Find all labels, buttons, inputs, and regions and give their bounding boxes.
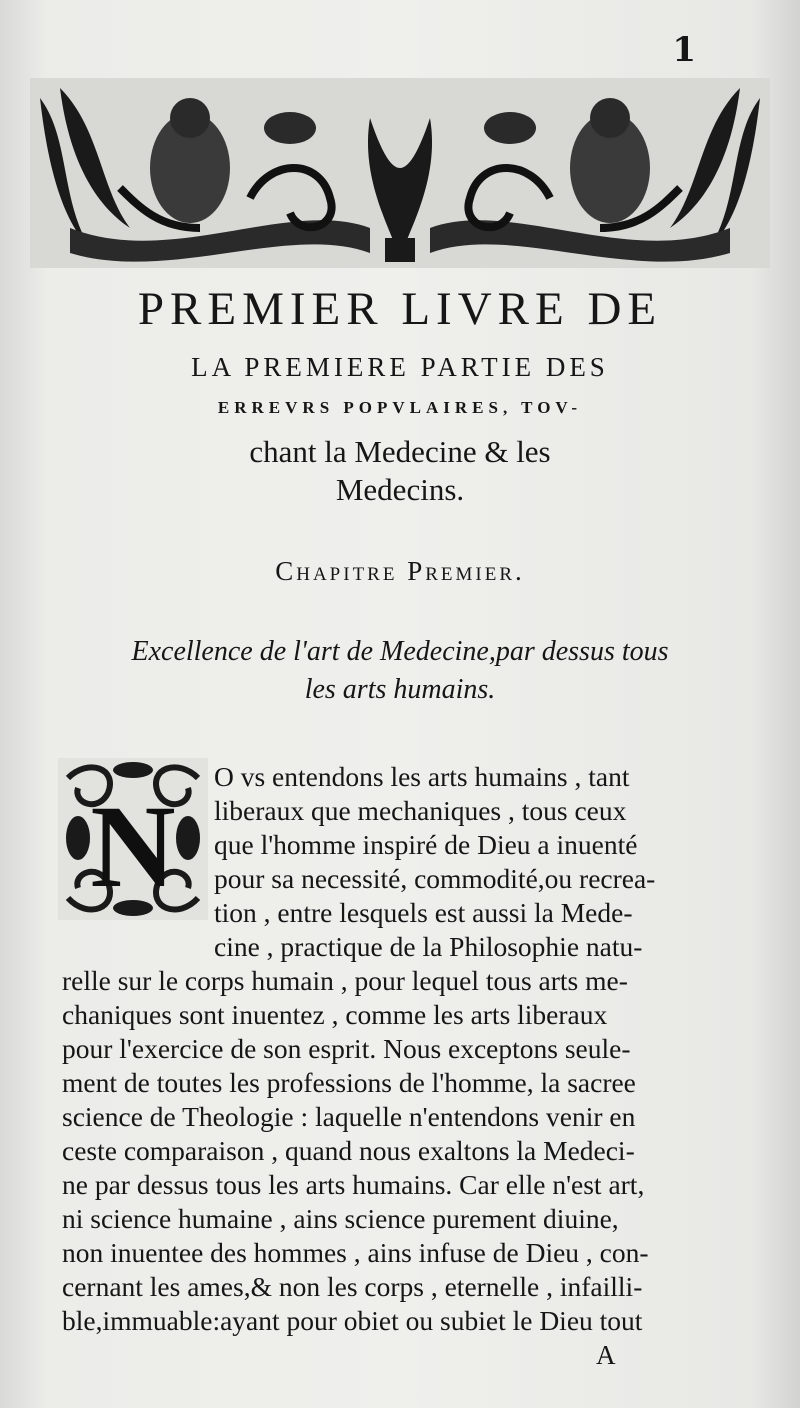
body-line-2: liberaux que mechaniques , tous ceux (214, 795, 627, 826)
body-line-13: ne par dessus tous les arts humains. Car elle n'est art, (62, 1169, 645, 1200)
body-line-15: non inuentee des hommes , ains infuse de Dieu , con- (62, 1237, 649, 1268)
chapter-subtitle-line-1: Excellence de l'art de Medecine,par dessus tous (131, 636, 669, 667)
title-line-3: ERREVRS POPVLAIRES, TOV- (217, 398, 583, 417)
body-line-12: ceste comparaison , quand nous exaltons la Medeci- (62, 1135, 635, 1166)
body-line-14: ni science humaine , ains science purement diuine, (62, 1203, 619, 1234)
drop-cap-letter: N (90, 781, 176, 912)
title-line-5: Medecins. (335, 472, 465, 507)
chapter-subtitle-line-2: les arts humains. (304, 674, 496, 705)
body-line-8: chaniques sont inuentez , comme les arts liberaux (62, 999, 608, 1030)
headpiece-woodcut-icon (30, 78, 770, 268)
chapter-heading: Chapitre Premier. (275, 556, 525, 586)
drop-cap-initial (58, 758, 208, 920)
body-line-11: science de Theologie : laquelle n'entendons venir en (62, 1101, 636, 1132)
catchword: A (596, 1340, 616, 1370)
body-line-4: pour sa necessité, commodité,ou recrea- (214, 863, 656, 894)
page-number: 1 (672, 30, 696, 70)
body-line-6: cine , practique de la Philosophie natu- (214, 931, 643, 962)
body-line-3: que l'homme inspiré de Dieu a inuenté (214, 829, 638, 860)
body-line-17: ble,immuable:ayant pour obiet ou subiet le Dieu tout (62, 1305, 643, 1336)
body-line-7: relle sur le corps humain , pour lequel tous arts me- (62, 965, 628, 996)
floral-initial-icon (58, 758, 208, 920)
title-line-2: LA PREMIERE PARTIE DES (191, 352, 609, 382)
body-line-10: ment de toutes les professions de l'homme, la sacree (62, 1067, 636, 1098)
title-line-1: PREMIER LIVRE DE (137, 283, 663, 335)
title-line-4: chant la Medecine & les (249, 434, 551, 469)
body-line-9: pour l'exercice de son esprit. Nous exceptons seule- (62, 1033, 631, 1064)
body-line-1: O vs entendons les arts humains , tant (214, 761, 630, 792)
body-line-16: cernant les ames,& non les corps , eternelle , infailli- (62, 1271, 643, 1302)
body-line-5: tion , entre lesquels est aussi la Mede- (214, 897, 633, 928)
ornamental-headpiece (30, 78, 770, 268)
